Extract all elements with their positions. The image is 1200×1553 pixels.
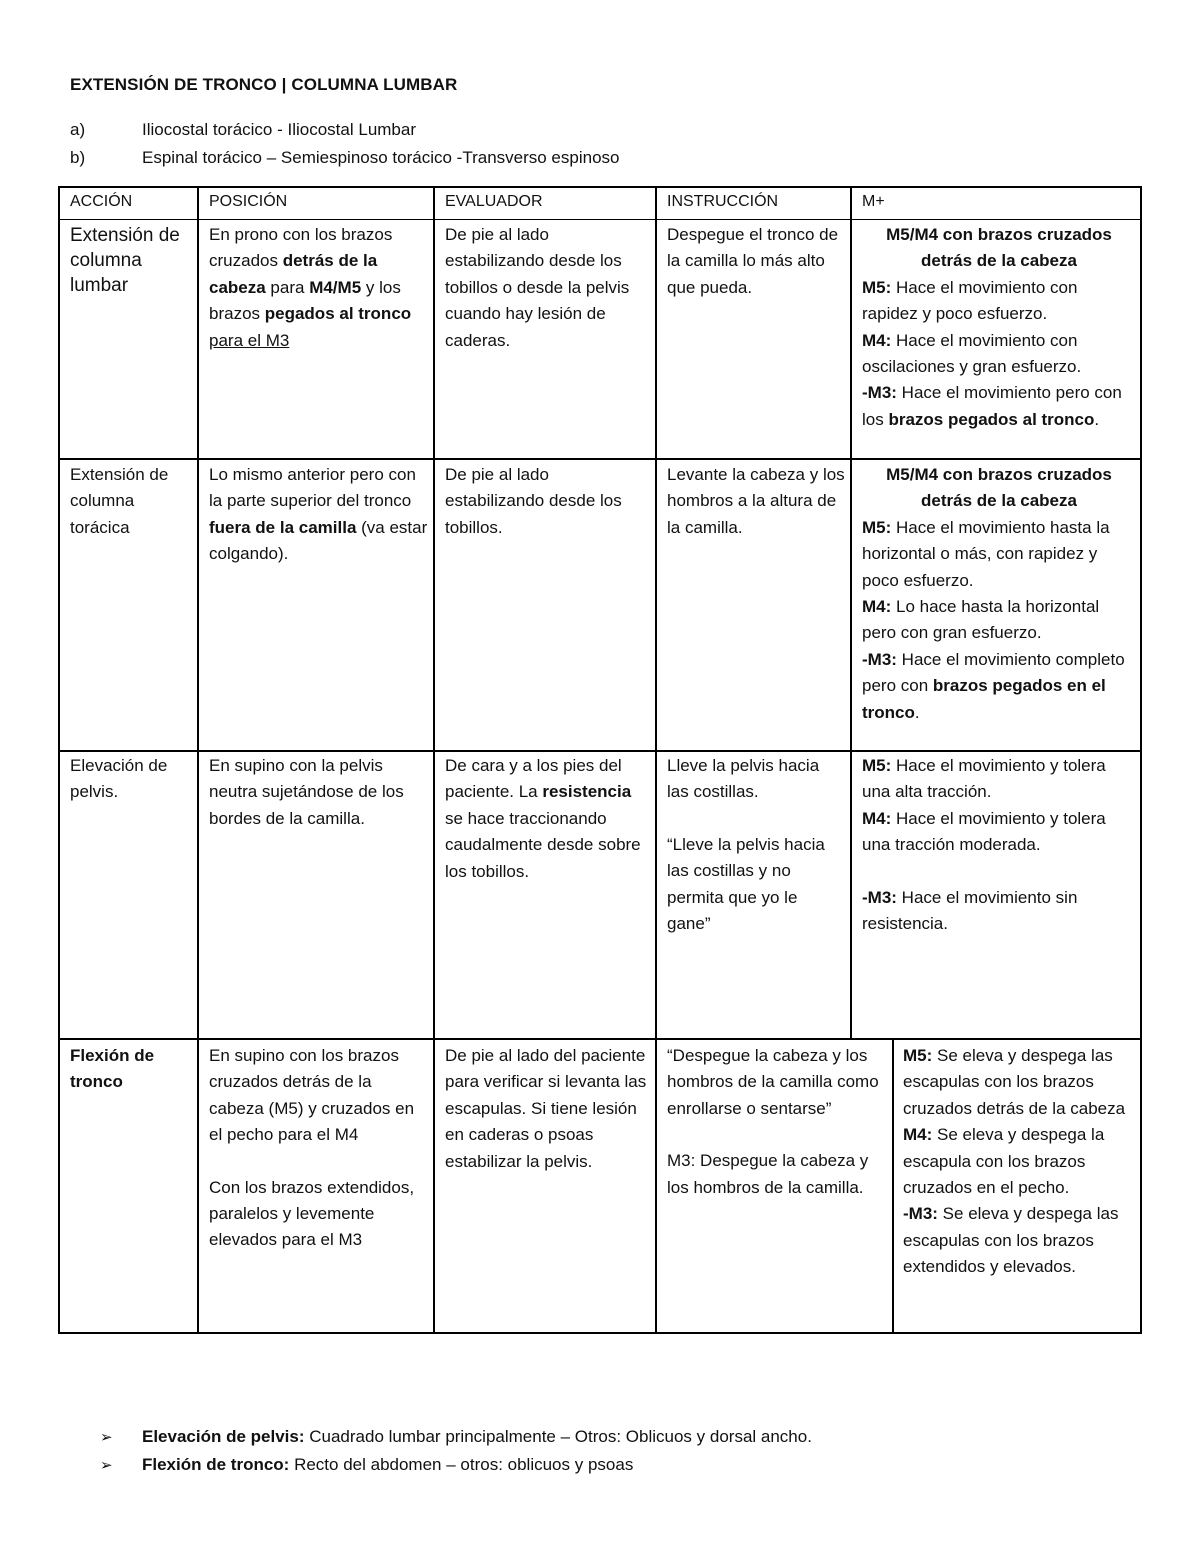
row2-mplus: M5/M4 con brazos cruzados detrás de la cabeza M5: Hace el movimiento hasta la horizontal o más, con rapidez y poco esfuerzo. M4: Lo hace hasta la horizontal pero con gran esfuerzo. -M3: Hace el movimiento completo pero con brazos pegados en el tronco. [862, 465, 1125, 722]
row4-instruccion: “Despegue la cabeza y los hombros de la camilla como enrollarse o sentarse” M3: Despegue la cabeza y los hombros de la camilla. [667, 1046, 879, 1197]
arrow-bullet-icon: ➢ [100, 1429, 113, 1446]
header-mplus: M+ [862, 193, 885, 210]
row2-posicion: Lo mismo anterior pero con la parte superior del tronco fuera de la camilla (va estar colgando). [209, 465, 428, 564]
row2-accion: Extensión de columna torácica [70, 465, 169, 537]
header-evaluador: EVALUADOR [445, 193, 543, 210]
table-border [197, 186, 199, 1334]
bullet-text: Elevación de pelvis: Cuadrado lumbar principalmente – Otros: Oblicuos y dorsal ancho. [142, 1427, 812, 1446]
row2-evaluador: De pie al lado estabilizando desde los tobillos. [445, 465, 622, 537]
row4-accion: Flexión de tronco [70, 1046, 155, 1092]
table-border [1140, 186, 1142, 1334]
row3-accion: Elevación de pelvis. [70, 756, 168, 802]
table-border [58, 1332, 1142, 1334]
table-border [58, 186, 60, 1334]
row3-instruccion: Lleve la pelvis hacia las costillas. “Lleve la pelvis hacia las costillas y no permita que yo le gane” [667, 756, 825, 934]
row4-mplus: M5: Se eleva y despega las escapulas con los brazos cruzados detrás de la cabeza M4: Se eleva y despega la escapula con los brazos cruzados en el pecho. -M3: Se eleva y despega las escapulas con los brazos extendidos y elevados. [903, 1046, 1126, 1277]
table-border [58, 219, 1142, 220]
arrow-bullet-icon: ➢ [100, 1457, 113, 1474]
list-marker: b) [70, 148, 86, 167]
row2-instruccion: Levante la cabeza y los hombros a la altura de la camilla. [667, 465, 845, 537]
list-item-text: Iliocostal torácico - Iliocostal Lumbar [142, 120, 417, 139]
row4-evaluador: De pie al lado del paciente para verificar si levanta las escapulas. Si tiene lesión en caderas o psoas estabilizar la pelvis. [445, 1046, 647, 1171]
list-marker: a) [70, 120, 86, 139]
table-border [433, 186, 435, 1334]
header-instruccion: INSTRUCCIÓN [667, 193, 779, 210]
row4-posicion: En supino con los brazos cruzados detrás de la cabeza (M5) y cruzados en el pecho para el M4 Con los brazos extendidos, paralelos y levemente elevados para el M3 [209, 1046, 415, 1250]
table-border [850, 186, 852, 1040]
row3-mplus: M5: Hace el movimiento y tolera una alta tracción. M4: Hace el movimiento y tolera una tracción moderada. -M3: Hace el movimiento sin resistencia. [862, 756, 1106, 934]
row3-evaluador: De cara y a los pies del paciente. La resistencia se hace traccionando caudalmente desde sobre los tobillos. [445, 756, 641, 881]
table-border [58, 1038, 1142, 1040]
row1-posicion: En prono con los brazos cruzados detrás de la cabeza para M4/M5 y los brazos pegados al tronco para el M3 [209, 225, 412, 350]
table-border [655, 186, 657, 1334]
row3-posicion: En supino con la pelvis neutra sujetándose de los bordes de la camilla. [209, 756, 404, 828]
document-title: EXTENSIÓN DE TRONCO | COLUMNA LUMBAR [70, 75, 458, 94]
evaluation-table [58, 186, 1142, 1334]
table-border [892, 1038, 894, 1334]
row1-accion: Extensión de columna lumbar [70, 225, 180, 296]
bullet-text: Flexión de tronco: Recto del abdomen – otros: oblicuos y psoas [142, 1455, 634, 1474]
row1-instruccion: Despegue el tronco de la camilla lo más alto que pueda. [667, 225, 839, 297]
header-accion: ACCIÓN [70, 193, 133, 210]
list-item-text: Espinal torácico – Semiespinoso torácico -Transverso espinoso [142, 148, 620, 167]
table-border [58, 458, 1142, 460]
table-border [58, 750, 1142, 752]
row1-mplus: M5/M4 con brazos cruzados detrás de la cabeza M5: Hace el movimiento con rapidez y poco esfuerzo. M4: Hace el movimiento con oscilaciones y gran esfuerzo. -M3: Hace el movimiento pero con los brazos pegados al tronco. [862, 225, 1122, 429]
row1-evaluador: De pie al lado estabilizando desde los tobillos o desde la pelvis cuando hay lesión de caderas. [445, 225, 630, 350]
header-posicion: POSICIÓN [209, 193, 288, 210]
